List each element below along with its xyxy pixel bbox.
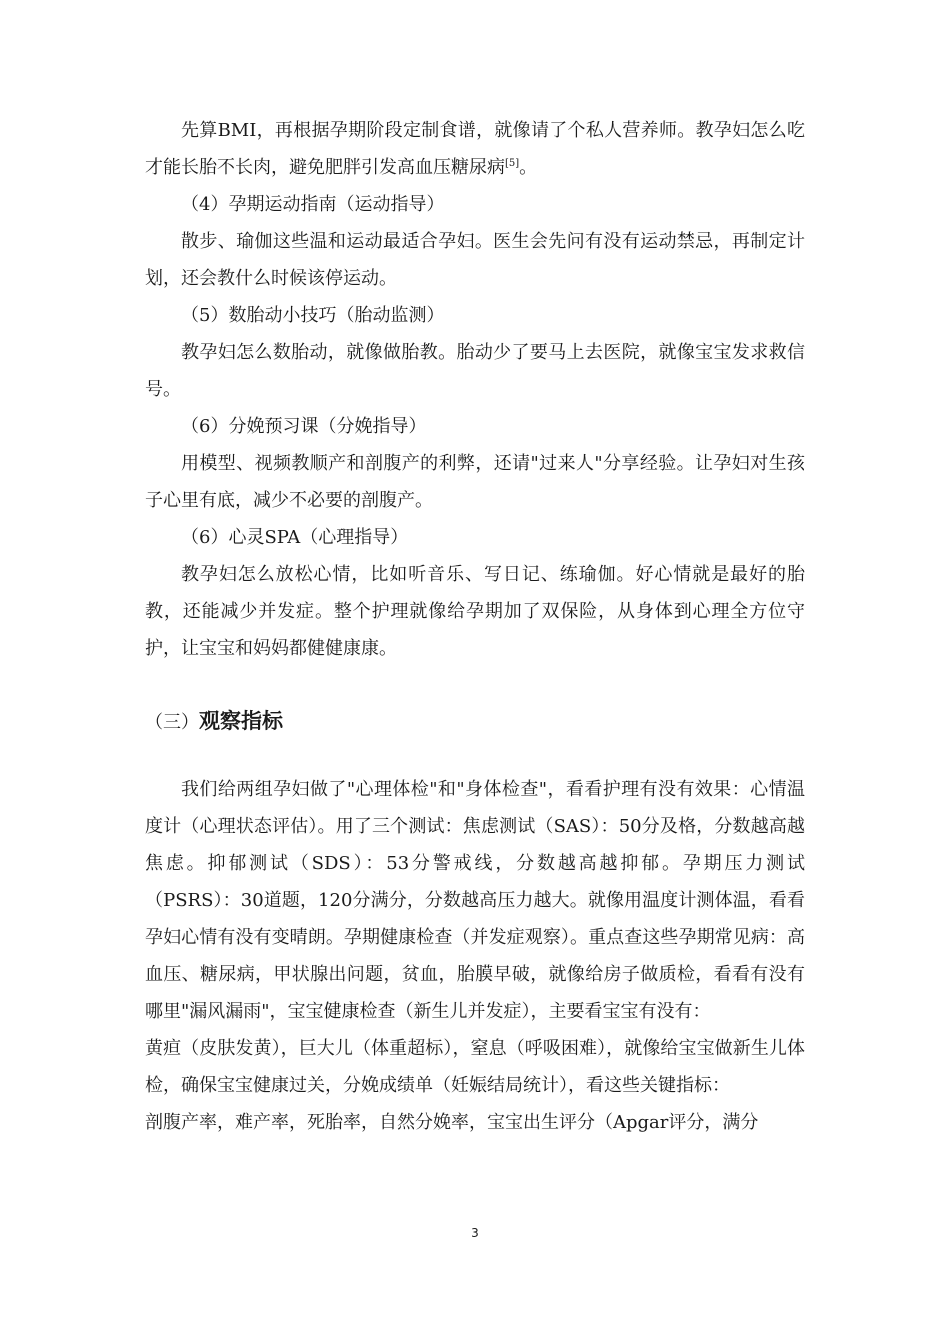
subheading-delivery-guidance: （6）分娩预习课（分娩指导） [181, 416, 427, 437]
section-heading [145, 707, 805, 737]
paragraph-neonatal-complications: 黄疸（皮肤发黄），巨大儿（体重超标），窒息（呼吸困难），就像给宝宝做新生儿体检，确保宝宝健康过关，分娩成绩单（妊娠结局统计），看这些关键指标： [145, 1038, 805, 1096]
section-title: 观察指标 [199, 709, 283, 733]
citation-marker[interactable]: [5] [505, 158, 520, 169]
subheading-fetal-movement: （5）数胎动小技巧（胎动监测） [181, 305, 445, 326]
paragraph-fetal-movement: 教孕妇怎么数胎动，就像做胎教。胎动少了要马上去医院，就像宝宝发求救信号。 [145, 342, 805, 400]
subheading-psychological-guidance: （6）心灵SPA（心理指导） [181, 527, 409, 548]
paragraph-exercise: 散步、瑜伽这些温和运动最适合孕妇。医生会先问有没有运动禁忌，再制定计划，还会教什么时候该停运动。 [145, 231, 805, 289]
page-content [145, 112, 805, 1141]
paragraph-pregnancy-outcomes: 剖腹产率，难产率，死胎率，自然分娩率，宝宝出生评分（Apgar评分，满分 [145, 1112, 759, 1133]
paragraph-delivery-guidance: 用模型、视频教顺产和剖腹产的利弊，还请"过来人"分享经验。让孕妇对生孩子心里有底，减少不必要的剖腹产。 [145, 453, 805, 511]
paragraph-nutrition-text: 先算BMI，再根据孕期阶段定制食谱，就像请了个私人营养师。教孕妇怎么吃才能长胎不长肉，避免肥胖引发高血压糖尿病 [145, 120, 805, 178]
paragraph-nutrition [145, 112, 805, 186]
section-number: （三） [145, 712, 199, 733]
paragraph-psychological-guidance: 教孕妇怎么放松心情，比如听音乐、写日记、练瑜伽。好心情就是最好的胎教，还能减少并发症。整个护理就像给孕期加了双保险，从身体到心理全方位守护，让宝宝和妈妈都健健康康。 [145, 564, 805, 659]
subheading-exercise: （4）孕期运动指南（运动指导） [181, 194, 445, 215]
paragraph-nutrition-tail: 。 [519, 157, 538, 178]
paragraph-observation-indicators: 我们给两组孕妇做了"心理体检"和"身体检查"，看看护理有没有效果：心情温度计（心理状态评估）。用了三个测试：焦虑测试（SAS）：50分及格，分数越高越焦虑。抑郁测试（SDS）：53分警戒线，分数越高越抑郁。孕期压力测试（PSRS）：30道题，120分满分，分数越高压力越大。就像用温度计测体温，看看孕妇心情有没有变晴朗。孕期健康检查（并发症观察）。重点查这些孕期常见病：高血压、糖尿病，甲状腺出问题，贫血，胎膜早破，就像给房子做质检，看看有没有哪里"漏风漏雨"，宝宝健康检查（新生儿并发症），主要看宝宝有没有： [145, 779, 805, 1022]
page-number: 3 [471, 1226, 479, 1240]
